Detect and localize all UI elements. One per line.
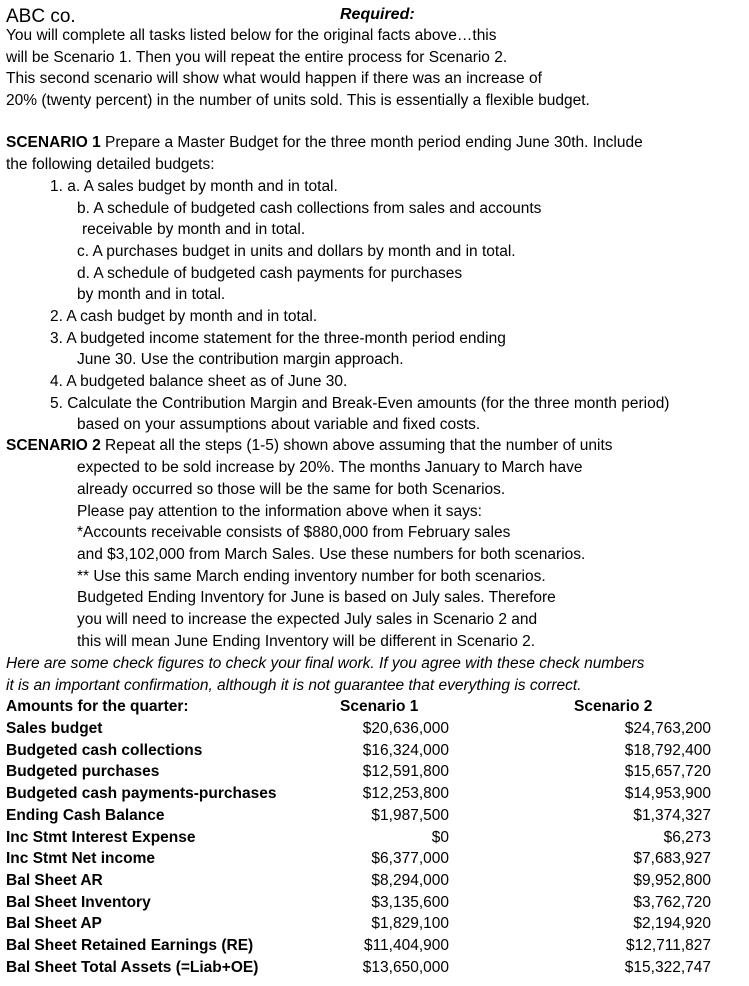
- table-cell-scenario2: $18,792,400: [624, 741, 711, 759]
- table-cell-scenario2: $15,657,720: [624, 763, 711, 781]
- required-heading: Required:: [340, 6, 415, 23]
- table-cell-scenario1: $11,404,900: [363, 937, 449, 954]
- budget-item: by month and in total.: [77, 286, 226, 303]
- table-cell-scenario2: $2,194,920: [633, 915, 711, 933]
- budget-item: 3. A budgeted income statement for the three-month period ending: [50, 330, 506, 347]
- intro-line: This second scenario will show what would happen if there was an increase of: [6, 70, 542, 87]
- budget-item: 2. A cash budget by month and in total.: [50, 308, 318, 325]
- table-header-label: Amounts for the quarter:: [6, 698, 189, 715]
- table-row-label: Bal Sheet Total Assets (=Liab+OE): [6, 958, 259, 976]
- table-cell-scenario2: $7,683,927: [633, 850, 711, 868]
- table-row-label: Budgeted purchases: [6, 763, 160, 781]
- budget-item: 1. a. A sales budget by month and in total.: [50, 178, 338, 195]
- budget-item: b. A schedule of budgeted cash collections from sales and accounts: [77, 200, 542, 217]
- budget-item: 4. A budgeted balance sheet as of June 30.: [50, 373, 348, 390]
- table-row-label: Bal Sheet AR: [6, 871, 103, 889]
- budget-item: June 30. Use the contribution margin approach.: [77, 351, 404, 368]
- scenario2-line: Budgeted Ending Inventory for June is based on July sales. Therefore: [77, 589, 556, 606]
- scenario2-line: already occurred so those will be the same for both Scenarios.: [77, 481, 506, 498]
- check-note: it is an important confirmation, although it is not guarantee that everything is correct.: [6, 677, 582, 694]
- table-row-label: Inc Stmt Interest Expense: [6, 828, 196, 846]
- scenario2-text: Repeat all the steps (1-5) shown above assuming that the number of units: [100, 437, 613, 454]
- table-row-label: Ending Cash Balance: [6, 806, 165, 824]
- table-cell-scenario1: $6,377,000: [371, 850, 449, 868]
- table-cell-scenario1: $1,829,100: [371, 915, 449, 933]
- scenario1-text: Prepare a Master Budget for the three month period ending June 30th. Include: [100, 134, 643, 151]
- table-row-label: Inc Stmt Net income: [6, 850, 155, 868]
- table-cell-scenario2: $1,374,327: [633, 806, 711, 824]
- table-cell-scenario1: $3,135,600: [371, 893, 449, 911]
- table-cell-scenario2: $3,762,720: [633, 893, 711, 911]
- table-cell-scenario2: $9,952,800: [633, 871, 711, 889]
- table-row-label: Bal Sheet AP: [6, 915, 102, 933]
- company-name: ABC co.: [6, 6, 76, 27]
- table-cell-scenario1: $12,253,800: [362, 785, 449, 803]
- scenario1-line: the following detailed budgets:: [6, 156, 215, 173]
- table-row-label: Budgeted cash collections: [6, 741, 203, 759]
- scenario2-line: expected to be sold increase by 20%. The months January to March have: [77, 459, 583, 476]
- scenario2-label: SCENARIO 2: [6, 437, 101, 454]
- table-row-label: Sales budget: [6, 720, 103, 737]
- table-cell-scenario1: $1,987,500: [371, 806, 449, 824]
- intro-line: You will complete all tasks listed below for the original facts above…this: [6, 27, 497, 44]
- table-header-scenario2: Scenario 2: [574, 698, 653, 715]
- scenario2-line: *Accounts receivable consists of $880,000 from February sales: [77, 524, 511, 541]
- budget-item: c. A purchases budget in units and dollars by month and in total.: [77, 243, 516, 260]
- table-cell-scenario1: $8,294,000: [371, 871, 449, 889]
- intro-line: 20% (twenty percent) in the number of units sold. This is essentially a flexible budget.: [6, 92, 590, 109]
- table-row-label: Bal Sheet Retained Earnings (RE): [6, 937, 254, 954]
- table-row-label: Bal Sheet Inventory: [6, 893, 151, 911]
- table-cell-scenario1: $20,636,000: [362, 720, 449, 737]
- table-cell-scenario1: $12,591,800: [362, 763, 449, 781]
- scenario2-line: ** Use this same March ending inventory number for both scenarios.: [77, 568, 546, 585]
- budget-item: based on your assumptions about variable and fixed costs.: [77, 416, 481, 433]
- budget-item: 5. Calculate the Contribution Margin and Break-Even amounts (for the three month period): [50, 395, 670, 412]
- table-header-scenario1: Scenario 1: [340, 698, 419, 715]
- table-cell-scenario2: $15,322,747: [624, 958, 711, 976]
- table-cell-scenario2: $14,953,900: [624, 785, 711, 803]
- budget-item: d. A schedule of budgeted cash payments for purchases: [77, 265, 463, 282]
- scenario2-intro: [6, 437, 613, 455]
- table-cell-scenario2: $12,711,827: [625, 937, 711, 954]
- scenario2-line: Please pay attention to the information above when it says:: [77, 503, 482, 520]
- table-cell-scenario1: $16,324,000: [362, 741, 449, 759]
- scenario1-intro: [6, 134, 643, 152]
- scenario1-label: SCENARIO 1: [6, 134, 101, 151]
- scenario2-line: this will mean June Ending Inventory will be different in Scenario 2.: [77, 633, 536, 650]
- table-row-label: Budgeted cash payments-purchases: [6, 785, 277, 803]
- check-note: Here are some check figures to check your final work. If you agree with these check numbers: [6, 655, 645, 672]
- table-cell-scenario1: $0: [431, 828, 449, 846]
- table-cell-scenario2: $6,273: [663, 828, 711, 846]
- scenario2-line: you will need to increase the expected July sales in Scenario 2 and: [77, 611, 538, 628]
- table-cell-scenario1: $13,650,000: [362, 958, 449, 976]
- scenario2-line: and $3,102,000 from March Sales. Use these numbers for both scenarios.: [77, 546, 586, 563]
- table-cell-scenario2: $24,763,200: [624, 720, 711, 737]
- budget-item: receivable by month and in total.: [82, 221, 306, 238]
- intro-line: will be Scenario 1. Then you will repeat the entire process for Scenario 2.: [6, 49, 508, 66]
